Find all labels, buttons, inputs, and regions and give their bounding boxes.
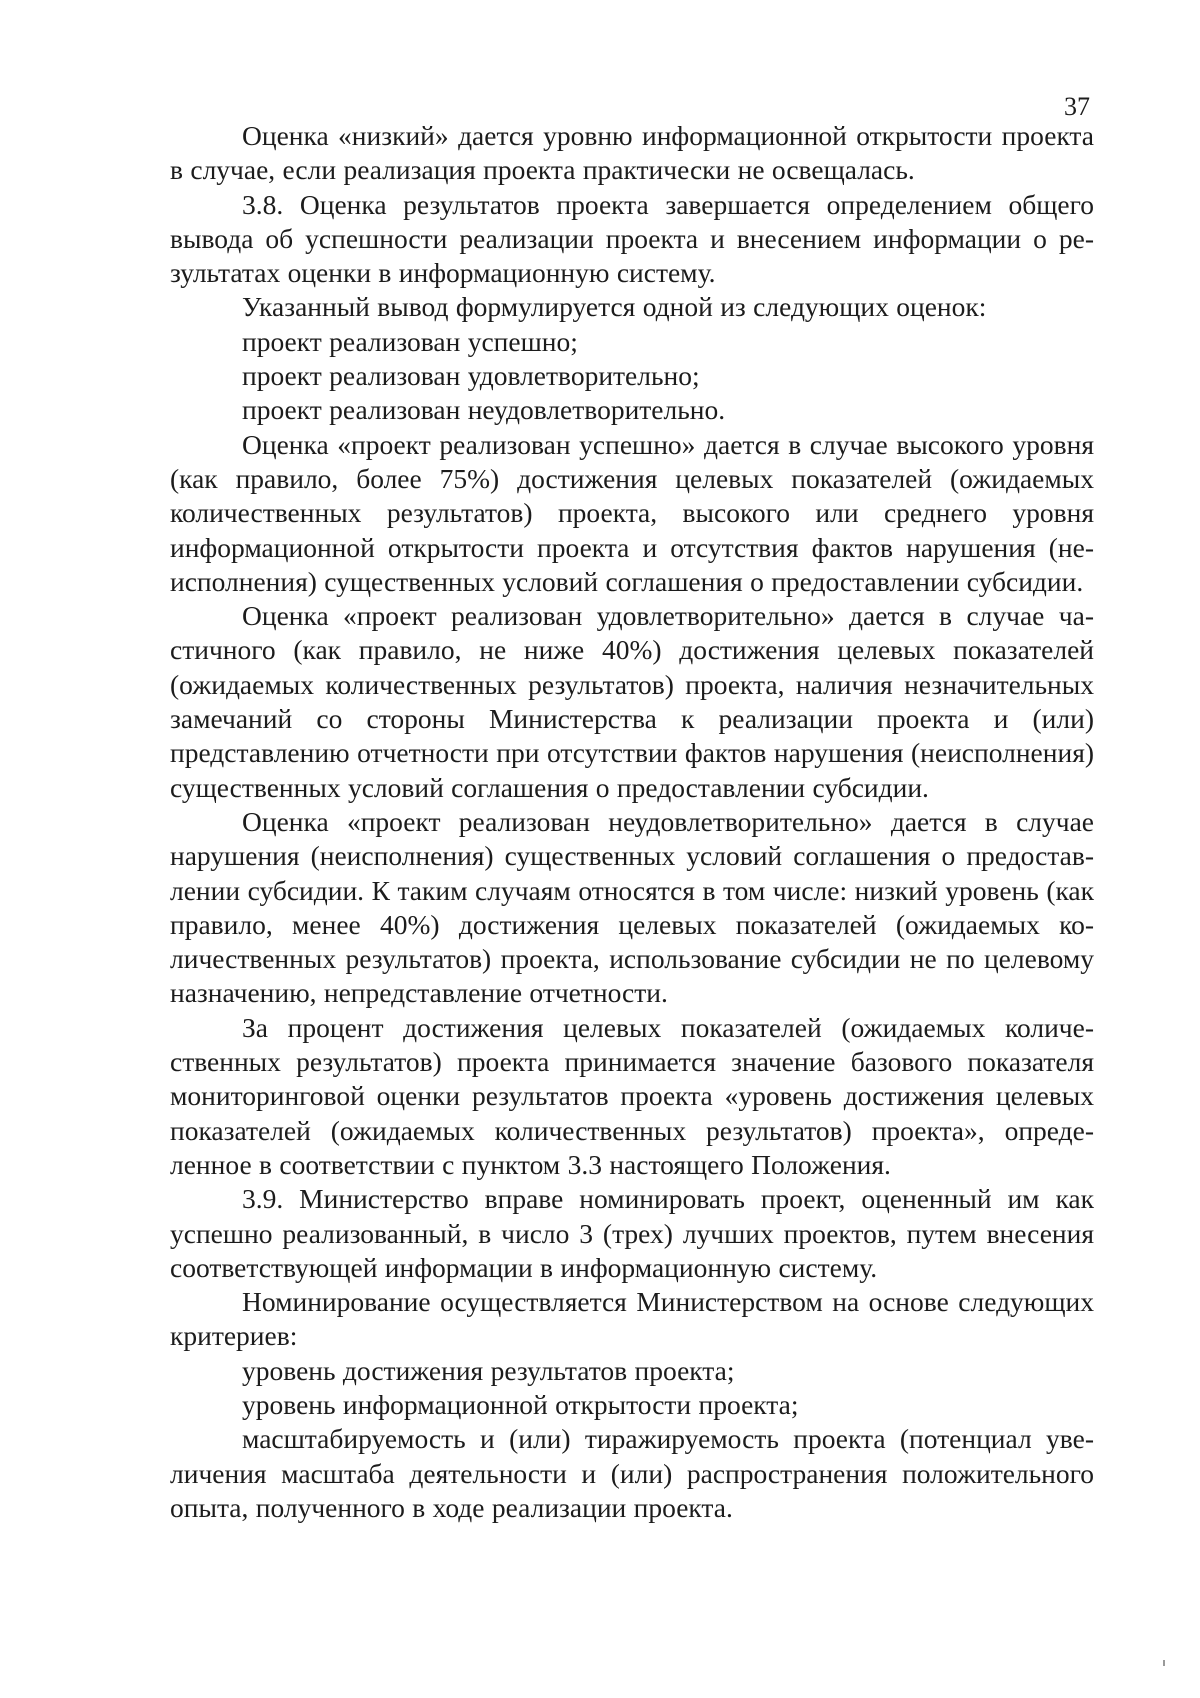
paragraph-success-criteria: Оценка «проект реализован успешно» дается в случае высокого уровня (как правило, более 75%) достижения целевых показателей (ожидаемых количественных результатов) проекта, высокого или среднего уровня информационной открытости проекта и отсутствия фактов нарушения (неисполнения) существенных условий соглашения о предоставлении субсидии. xyxy=(170,428,1094,597)
document-body xyxy=(170,119,1094,1525)
paragraph-achievement-percent: За процент достижения целевых показателей (ожидаемых количественных результатов) проекта принимается значение базового показателя мониторинговой оценки результатов проекта «уровень достижения целевых показателей (ожидаемых количественных результатов) проекта», определенное в соответствии с пунктом 3.3 настоящего Положения. xyxy=(170,1011,1094,1180)
paragraph-section-3-8: 3.8. Оценка результатов проекта завершается определением общего вывода об успешности реализации проекта и внесением информации о результатах оценки в информационную систему. xyxy=(170,188,1094,289)
paragraph-low-openness-rating: Оценка «низкий» дается уровню информационной открытости проекта в случае, если реализация проекта практически не освещалась. xyxy=(170,120,1094,186)
paragraph-section-3-9: 3.9. Министерство вправе номинировать проект, оцененный им как успешно реализованный, в число 3 (трех) лучших проектов, путем внесения соответствующей информации в информационную систему. xyxy=(170,1183,1094,1283)
list-item-satisfactory: проект реализован удовлетворительно; xyxy=(242,360,700,392)
list-item-success: проект реализован успешно; xyxy=(242,325,578,357)
page-number: 37 xyxy=(1064,92,1090,121)
list-item-openness-level: уровень информационной открытости проекта; xyxy=(242,1388,799,1420)
paragraph-satisfactory-criteria: Оценка «проект реализован удовлетворительно» дается в случае частичного (как правило, не ниже 40%) достижения целевых показателей (ожидаемых количественных результатов) проекта, наличия незначительных замечаний со стороны Министерства к реализации проекта и (или) представлению отчетности при отсутствии фактов нарушения (неисполнения) существенных условий соглашения о предоставлении субсидии. xyxy=(170,600,1094,803)
list-item-results-level: уровень достижения результатов проекта; xyxy=(242,1354,735,1386)
scan-artifact-mark xyxy=(1163,1660,1165,1666)
paragraph-conclusion-options-intro: Указанный вывод формулируется одной из следующих оценок: xyxy=(242,291,987,323)
list-item-scalability: масштабируемость и (или) тиражируемость проекта (потенциал увеличения масштаба деятельности и (или) распространения положительного опыта, полученного в ходе реализации проекта. xyxy=(170,1423,1094,1523)
paragraph-unsatisfactory-criteria: Оценка «проект реализован неудовлетворительно» дается в случае нарушения (неисполнения) существенных условий соглашения о предоставлении субсидии. К таким случаям относятся в том числе: низкий уровень (как правило, менее 40%) достижения целевых показателей (ожидаемых количественных результатов) проекта, использование субсидии не по целевому назначению, непредставление отчетности. xyxy=(170,805,1094,1009)
list-item-unsatisfactory: проект реализован неудовлетворительно. xyxy=(242,394,726,426)
paragraph-nomination-intro: Номинирование осуществляется Министерством на основе следующих критериев: xyxy=(170,1286,1094,1352)
